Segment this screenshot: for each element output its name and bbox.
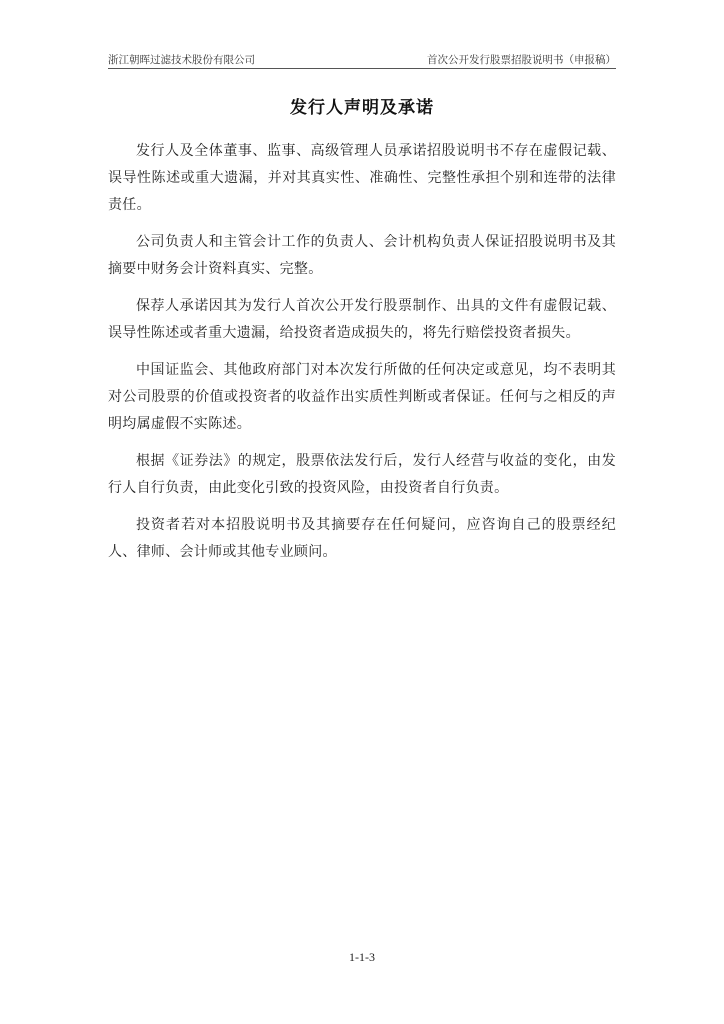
page-title: 发行人声明及承诺 xyxy=(290,98,434,118)
paragraph-issuer-commitment: 发行人及全体董事、监事、高级管理人员承诺招股说明书不存在虚假记载、误导性陈述或重大遗漏，并对其真实性、准确性、完整性承担个别和连带的法律责任。 xyxy=(108,143,616,213)
running-header xyxy=(108,49,616,67)
header-company-name: 浙江朝晖过滤技术股份有限公司 xyxy=(108,54,255,66)
paragraph-financial-assurance: 公司负责人和主管会计工作的负责人、会计机构负责人保证招股说明书及其摘要中财务会计资料真实、完整。 xyxy=(108,234,616,277)
header-document-title: 首次公开发行股票招股说明书（申报稿） xyxy=(427,54,616,66)
paragraph-sponsor-commitment: 保荐人承诺因其为发行人首次公开发行股票制作、出具的文件有虚假记载、误导性陈述或者重大遗漏，给投资者造成损失的，将先行赔偿投资者损失。 xyxy=(108,298,616,341)
statement-body xyxy=(108,138,616,576)
paragraph-regulator-disclaimer: 中国证监会、其他政府部门对本次发行所做的任何决定或意见，均不表明其对公司股票的价值或投资者的收益作出实质性判断或者保证。任何与之相反的声明均属虚假不实陈述。 xyxy=(108,362,616,432)
paragraph-securities-law: 根据《证券法》的规定，股票依法发行后，发行人经营与收益的变化，由发行人自行负责，由此变化引致的投资风险，由投资者自行负责。 xyxy=(108,453,616,496)
paragraph-investor-advice: 投资者若对本招股说明书及其摘要存在任何疑问，应咨询自己的股票经纪人、律师、会计师或其他专业顾问。 xyxy=(108,517,616,560)
header-divider xyxy=(108,68,616,69)
page-number: 1-1-3 xyxy=(349,950,375,964)
